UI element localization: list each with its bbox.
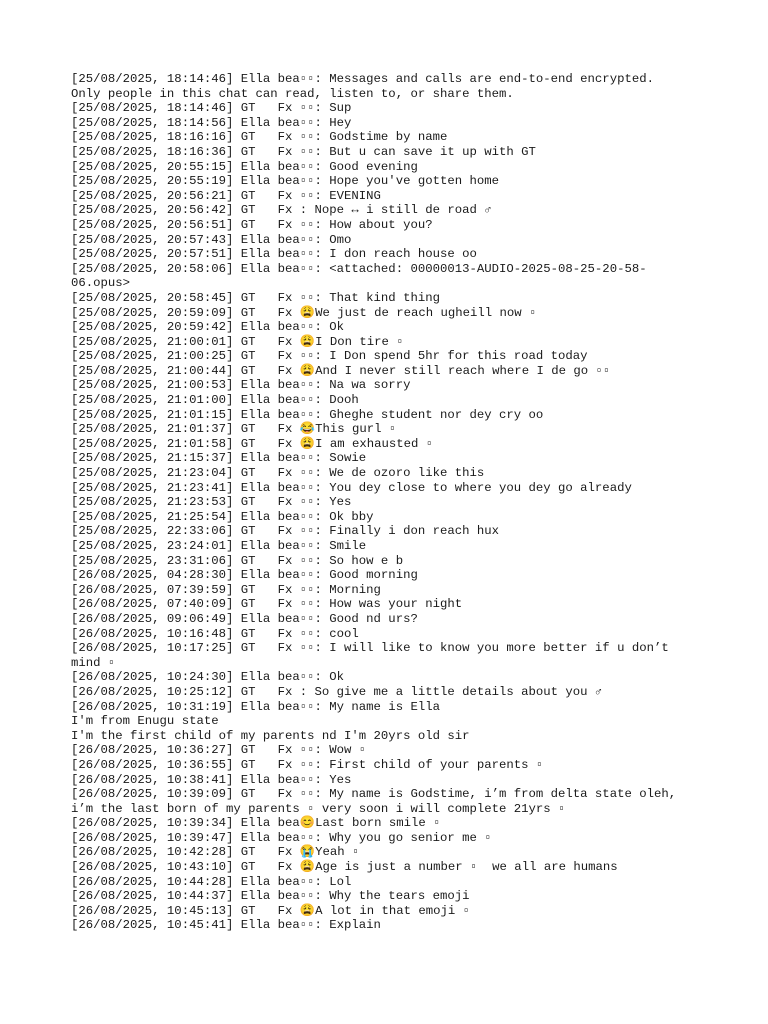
chat-line: [26/08/2025, 10:36:27] GT Fx ▫▫: Wow ▫ bbox=[71, 743, 367, 758]
chat-line: [26/08/2025, 10:43:10] GT Fx 😩Age is just a number ▫ we all are humans bbox=[71, 860, 618, 875]
chat-line: [25/08/2025, 18:16:36] GT Fx ▫▫: But u can save it up with GT bbox=[71, 144, 536, 159]
chat-line: [26/08/2025, 10:42:28] GT Fx 😭Yeah ▫ bbox=[71, 845, 360, 860]
chat-line: [25/08/2025, 20:59:42] Ella bea▫▫: Ok bbox=[71, 320, 345, 335]
chat-line: [26/08/2025, 10:44:37] Ella bea▫▫: Why the tears emoji bbox=[71, 889, 470, 904]
chat-line: [25/08/2025, 23:31:06] GT Fx ▫▫: So how e b bbox=[71, 553, 404, 568]
chat-line: [26/08/2025, 07:40:09] GT Fx ▫▫: How was your night bbox=[71, 597, 463, 612]
chat-line: [25/08/2025, 21:23:41] Ella bea▫▫: You dey close to where you dey go already bbox=[71, 480, 632, 495]
chat-line: [25/08/2025, 21:01:00] Ella bea▫▫: Dooh bbox=[71, 393, 359, 408]
chat-line: [25/08/2025, 20:58:45] GT Fx ▫▫: That kind thing bbox=[71, 290, 440, 305]
chat-line: [26/08/2025, 10:39:09] GT Fx ▫▫: My name is Godstime, i’m from delta state oleh, i’m the last born of my parents ▫ very soon i will complete 21yrs ▫ bbox=[71, 787, 677, 816]
chat-line: [25/08/2025, 21:00:44] GT Fx 😩And I never still reach where I de go ▫▫ bbox=[71, 363, 611, 378]
chat-line: [25/08/2025, 20:55:15] Ella bea▫▫: Good evening bbox=[71, 159, 418, 174]
chat-line: [25/08/2025, 18:14:46] GT Fx ▫▫: Sup bbox=[71, 101, 352, 116]
chat-line: [26/08/2025, 10:39:47] Ella bea▫▫: Why you go senior me ▫ bbox=[71, 830, 492, 845]
chat-line: [25/08/2025, 20:57:43] Ella bea▫▫: Omo bbox=[71, 232, 352, 247]
chat-line: [25/08/2025, 23:24:01] Ella bea▫▫: Smile bbox=[71, 539, 367, 553]
chat-line: [26/08/2025, 10:38:41] Ella bea▫▫: Yes bbox=[71, 772, 352, 787]
chat-line: [25/08/2025, 18:14:46] Ella bea▫▫: Messages and calls are end-to-end encrypted. Only people in this chat can read, listen to, or share them. bbox=[71, 72, 654, 101]
chat-line: [25/08/2025, 21:25:54] Ella bea▫▫: Ok bby bbox=[71, 509, 374, 524]
chat-line: [26/08/2025, 07:39:59] GT Fx ▫▫: Morning bbox=[71, 582, 381, 597]
chat-line: [25/08/2025, 21:23:53] GT Fx ▫▫: Yes bbox=[71, 495, 352, 510]
chat-line: [25/08/2025, 20:55:19] Ella bea▫▫: Hope you've gotten home bbox=[71, 174, 500, 189]
chat-line: [25/08/2025, 21:01:37] GT Fx 😂This gurl ▫ bbox=[71, 422, 397, 437]
chat-line: [26/08/2025, 10:31:19] Ella bea▫▫: My name is Ella I'm from Enugu state I'm the first child of my parents nd I'm 20yrs old sir bbox=[71, 699, 470, 743]
chat-line: [26/08/2025, 10:24:30] Ella bea▫▫: Ok bbox=[71, 670, 345, 685]
chat-transcript bbox=[71, 72, 761, 933]
chat-line: [25/08/2025, 20:56:51] GT Fx ▫▫: How about you? bbox=[71, 217, 433, 232]
chat-line: [25/08/2025, 21:01:15] Ella bea▫▫: Gheghe student nor dey cry oo bbox=[71, 407, 544, 422]
chat-line: [25/08/2025, 21:00:25] GT Fx ▫▫: I Don spend 5hr for this road today bbox=[71, 349, 588, 364]
chat-line: [25/08/2025, 20:56:21] GT Fx ▫▫: EVENING bbox=[71, 188, 381, 203]
chat-line: [25/08/2025, 18:16:16] GT Fx ▫▫: Godstime by name bbox=[71, 130, 448, 145]
chat-line: [26/08/2025, 10:16:48] GT Fx ▫▫: cool bbox=[71, 626, 359, 641]
chat-line: [26/08/2025, 10:39:34] Ella bea😊Last born smile ▫ bbox=[71, 816, 441, 831]
chat-line: [25/08/2025, 20:58:06] Ella bea▫▫: <attached: 00000013-AUDIO-2025-08-25-20-58- 06.opus> bbox=[71, 261, 647, 291]
chat-line: [25/08/2025, 22:33:06] GT Fx ▫▫: Finally i don reach hux bbox=[71, 524, 500, 539]
chat-line: [25/08/2025, 21:00:01] GT Fx 😩I Don tire ▫ bbox=[71, 334, 404, 349]
chat-line: [26/08/2025, 10:45:13] GT Fx 😩A lot in that emoji ▫ bbox=[71, 903, 471, 918]
chat-line: [26/08/2025, 10:36:55] GT Fx ▫▫: First child of your parents ▫ bbox=[71, 757, 544, 772]
chat-line: [26/08/2025, 04:28:30] Ella bea▫▫: Good morning bbox=[71, 568, 418, 583]
chat-line: [25/08/2025, 21:23:04] GT Fx ▫▫: We de ozoro like this bbox=[71, 466, 485, 481]
chat-line: [26/08/2025, 09:06:49] Ella bea▫▫: Good nd urs? bbox=[71, 611, 418, 626]
chat-line: [26/08/2025, 10:44:28] Ella bea▫▫: Lol bbox=[71, 874, 352, 889]
chat-line: [26/08/2025, 10:25:12] GT Fx : So give me a little details about you ♂ bbox=[71, 684, 603, 699]
chat-line: [26/08/2025, 10:17:25] GT Fx ▫▫: I will like to know you more better if u don’t mind ▫ bbox=[71, 641, 669, 670]
chat-line: [25/08/2025, 18:14:56] Ella bea▫▫: Hey bbox=[71, 115, 352, 130]
chat-line: [26/08/2025, 10:45:41] Ella bea▫▫: Explain bbox=[71, 918, 381, 933]
chat-line: [25/08/2025, 20:59:09] GT Fx 😩We just de reach ugheill now ▫ bbox=[71, 305, 537, 320]
chat-line: [25/08/2025, 21:01:58] GT Fx 😩I am exhausted ▫ bbox=[71, 436, 434, 451]
chat-line: [25/08/2025, 21:00:53] Ella bea▫▫: Na wa sorry bbox=[71, 378, 411, 393]
chat-line: [25/08/2025, 20:56:42] GT Fx : Nope ↔ i still de road ♂ bbox=[71, 203, 492, 218]
chat-line: [25/08/2025, 21:15:37] Ella bea▫▫: Sowie bbox=[71, 451, 367, 466]
chat-line: [25/08/2025, 20:57:51] Ella bea▫▫: I don reach house oo bbox=[71, 247, 477, 262]
